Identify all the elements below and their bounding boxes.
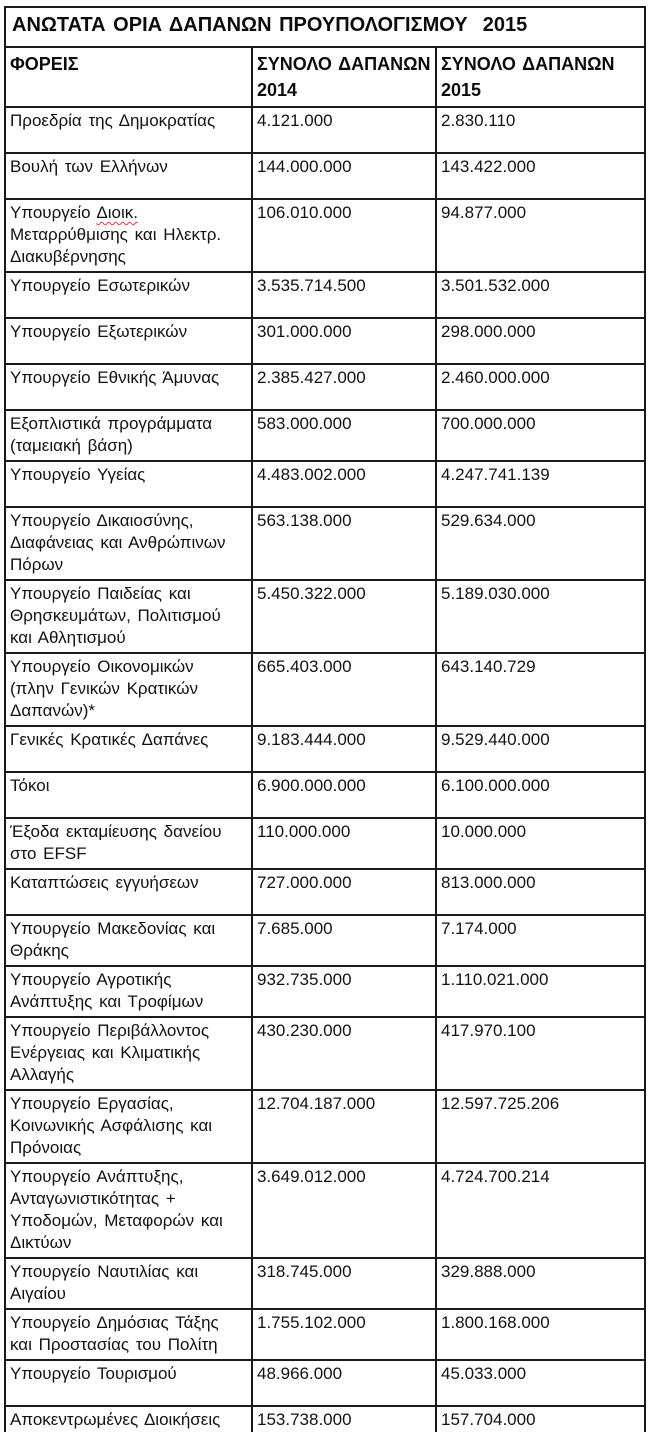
amount-2015-cell: 529.634.000 <box>436 507 645 580</box>
amount-2014-cell: 3.649.012.000 <box>252 1163 436 1258</box>
entity-cell: Υπουργείο Εργασίας, Κοινωνικής Ασφάλισης και Πρόνοιας <box>5 1090 252 1163</box>
table-title: ΑΝΩΤΑΤΑ ΟΡΙΑ ΔΑΠΑΝΩΝ ΠΡΟΥΠΟΛΟΓΙΣΜΟΥ 2015 <box>5 7 645 47</box>
table-row <box>5 869 645 915</box>
entity-cell: Υπουργείο Εσωτερικών <box>5 272 252 318</box>
amount-2015-cell: 813.000.000 <box>436 869 645 915</box>
amount-2014-cell: 2.385.427.000 <box>252 364 436 410</box>
entity-cell: Υπουργείο Εξωτερικών <box>5 318 252 364</box>
table-row <box>5 1309 645 1360</box>
amount-2015-cell: 1.110.021.000 <box>436 966 645 1017</box>
amount-2014-cell: 563.138.000 <box>252 507 436 580</box>
amount-2015-cell: 4.247.741.139 <box>436 461 645 507</box>
entity-cell: Βουλή των Ελλήνων <box>5 153 252 199</box>
entity-cell: Γενικές Κρατικές Δαπάνες <box>5 726 252 772</box>
entity-cell: Υπουργείο Δικαιοσύνης, Διαφάνειας και Ανθρώπινων Πόρων <box>5 507 252 580</box>
table-row <box>5 364 645 410</box>
entity-cell: Υπουργείο Ναυτιλίας και Αιγαίου <box>5 1258 252 1309</box>
table-row <box>5 653 645 726</box>
amount-2015-cell: 700.000.000 <box>436 410 645 461</box>
entity-cell: Υπουργείο Εθνικής Άμυνας <box>5 364 252 410</box>
amount-2014-cell: 3.535.714.500 <box>252 272 436 318</box>
amount-2015-cell: 12.597.725.206 <box>436 1090 645 1163</box>
column-header-sublabel: 2015 <box>441 80 482 100</box>
amount-2014-cell: 583.000.000 <box>252 410 436 461</box>
table-row <box>5 1090 645 1163</box>
amount-2015-cell: 3.501.532.000 <box>436 272 645 318</box>
amount-2015-cell: 643.140.729 <box>436 653 645 726</box>
table-row <box>5 818 645 869</box>
entity-cell: Καταπτώσεις εγγυήσεων <box>5 869 252 915</box>
table-row <box>5 1017 645 1090</box>
amount-2015-cell: 298.000.000 <box>436 318 645 364</box>
amount-2015-cell: 1.800.168.000 <box>436 1309 645 1360</box>
entity-cell: Αποκεντρωμένες Διοικήσεις <box>5 1406 252 1432</box>
column-header-label: ΣΥΝΟΛΟ ΔΑΠΑΝΩΝ <box>257 54 431 74</box>
entity-cell: Υπουργείο Αγροτικής Ανάπτυξης και Τροφίμων <box>5 966 252 1017</box>
table-row <box>5 153 645 199</box>
amount-2015-cell: 45.033.000 <box>436 1360 645 1406</box>
amount-2015-cell: 4.724.700.214 <box>436 1163 645 1258</box>
spellcheck-underline: Διοικ. <box>96 203 138 222</box>
amount-2014-cell: 9.183.444.000 <box>252 726 436 772</box>
amount-2014-cell: 153.738.000 <box>252 1406 436 1432</box>
table-row <box>5 410 645 461</box>
table-row <box>5 272 645 318</box>
table-row <box>5 199 645 272</box>
table-row <box>5 507 645 580</box>
title-row <box>5 7 645 47</box>
header-row <box>5 47 645 107</box>
entity-cell: Υπουργείο Δημόσιας Τάξης και Προστασίας του Πολίτη <box>5 1309 252 1360</box>
table-row <box>5 726 645 772</box>
table-row <box>5 1406 645 1432</box>
table-row <box>5 1163 645 1258</box>
entity-cell: Υπουργείο Οικονομικών (πλην Γενικών Κρατικών Δαπανών)* <box>5 653 252 726</box>
amount-2014-cell: 6.900.000.000 <box>252 772 436 818</box>
amount-2014-cell: 318.745.000 <box>252 1258 436 1309</box>
amount-2014-cell: 106.010.000 <box>252 199 436 272</box>
entity-cell: Τόκοι <box>5 772 252 818</box>
amount-2015-cell: 5.189.030.000 <box>436 580 645 653</box>
amount-2015-cell: 329.888.000 <box>436 1258 645 1309</box>
table-row <box>5 318 645 364</box>
entity-cell: Υπουργείο Περιβάλλοντος Ενέργειας και Κλιματικής Αλλαγής <box>5 1017 252 1090</box>
table-row <box>5 772 645 818</box>
amount-2014-cell: 932.735.000 <box>252 966 436 1017</box>
amount-2014-cell: 301.000.000 <box>252 318 436 364</box>
amount-2014-cell: 12.704.187.000 <box>252 1090 436 1163</box>
table-row <box>5 107 645 153</box>
entity-cell: Υπουργείο Παιδείας και Θρησκευμάτων, Πολιτισμού και Αθλητισμού <box>5 580 252 653</box>
amount-2015-cell: 9.529.440.000 <box>436 726 645 772</box>
column-header-total-2014 <box>252 47 436 107</box>
table-row <box>5 1360 645 1406</box>
amount-2014-cell: 5.450.322.000 <box>252 580 436 653</box>
entity-cell: Έξοδα εκταμίευσης δανείου στο EFSF <box>5 818 252 869</box>
column-header-label: ΦΟΡΕΙΣ <box>10 54 79 74</box>
amount-2015-cell: 143.422.000 <box>436 153 645 199</box>
amount-2015-cell: 2.830.110 <box>436 107 645 153</box>
amount-2014-cell: 4.121.000 <box>252 107 436 153</box>
amount-2014-cell: 110.000.000 <box>252 818 436 869</box>
entity-cell: Υπουργείο Ανάπτυξης, Ανταγωνιστικότητας + Υποδομών, Μεταφορών και Δικτύων <box>5 1163 252 1258</box>
budget-table <box>4 6 646 1432</box>
amount-2014-cell: 430.230.000 <box>252 1017 436 1090</box>
table-row <box>5 966 645 1017</box>
column-header-sublabel: 2014 <box>257 80 298 100</box>
table-row <box>5 461 645 507</box>
amount-2014-cell: 727.000.000 <box>252 869 436 915</box>
entity-cell: Υπουργείο Υγείας <box>5 461 252 507</box>
amount-2014-cell: 1.755.102.000 <box>252 1309 436 1360</box>
entity-cell: Υπουργείο Τουρισμού <box>5 1360 252 1406</box>
entity-cell: Προεδρία της Δημοκρατίας <box>5 107 252 153</box>
table-row <box>5 1258 645 1309</box>
column-header-entities <box>5 47 252 107</box>
entity-cell: Υπουργείο Διοικ. Μεταρρύθμισης και Ηλεκτρ. Διακυβέρνησης <box>5 199 252 272</box>
amount-2015-cell: 10.000.000 <box>436 818 645 869</box>
entity-cell: Εξοπλιστικά προγράμματα (ταμειακή βάση) <box>5 410 252 461</box>
amount-2015-cell: 2.460.000.000 <box>436 364 645 410</box>
amount-2014-cell: 48.966.000 <box>252 1360 436 1406</box>
amount-2014-cell: 4.483.002.000 <box>252 461 436 507</box>
amount-2015-cell: 6.100.000.000 <box>436 772 645 818</box>
amount-2015-cell: 94.877.000 <box>436 199 645 272</box>
column-header-label: ΣΥΝΟΛΟ ΔΑΠΑΝΩΝ <box>441 54 615 74</box>
table-row <box>5 580 645 653</box>
amount-2014-cell: 7.685.000 <box>252 915 436 966</box>
amount-2015-cell: 417.970.100 <box>436 1017 645 1090</box>
amount-2015-cell: 157.704.000 <box>436 1406 645 1432</box>
amount-2014-cell: 144.000.000 <box>252 153 436 199</box>
amount-2014-cell: 665.403.000 <box>252 653 436 726</box>
amount-2015-cell: 7.174.000 <box>436 915 645 966</box>
column-header-total-2015 <box>436 47 645 107</box>
table-row <box>5 915 645 966</box>
entity-cell: Υπουργείο Μακεδονίας και Θράκης <box>5 915 252 966</box>
